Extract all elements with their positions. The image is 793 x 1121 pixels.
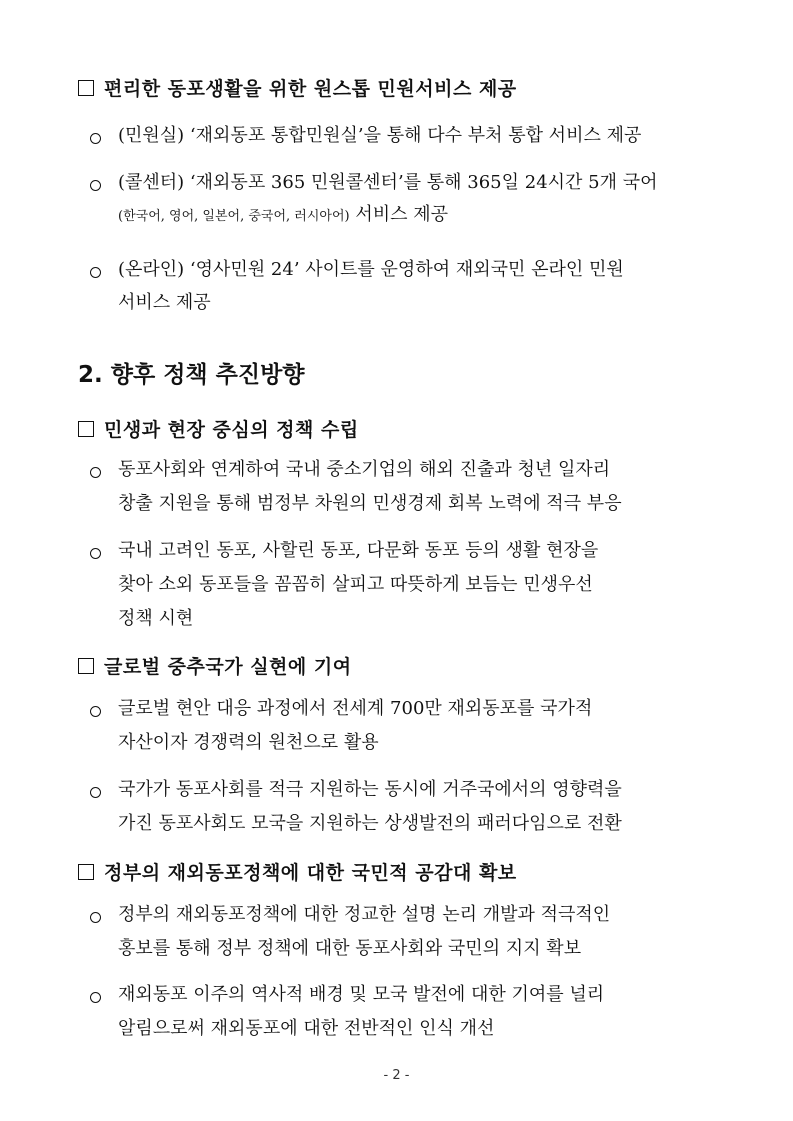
- section-heading-text: 편리한 동포생활을 위한 원스톱 민원서비스 제공: [104, 78, 517, 100]
- bullet-text: 재외동포 이주의 역사적 배경 및 모국 발전에 대한 기여를 널리: [118, 984, 605, 1005]
- section-heading: [78, 652, 352, 679]
- section-heading-text: 민생과 현장 중심의 정책 수립: [104, 419, 359, 441]
- bullet-text: 글로벌 현안 대응 과정에서 전세계 700만 재외동포를 국가적: [118, 698, 593, 719]
- section-heading-text: 글로벌 중추국가 실현에 기여: [104, 656, 352, 678]
- checkbox-square-icon: [78, 80, 94, 96]
- circle-bullet-icon: [90, 787, 101, 798]
- bullet-text: 자산이자 경쟁력의 원천으로 활용: [118, 732, 379, 753]
- section-heading: [78, 415, 359, 442]
- bullet-text: 알림으로써 재외동포에 대한 전반적인 인식 개선: [118, 1018, 495, 1039]
- bullet-text: 서비스 제공: [118, 292, 211, 313]
- circle-bullet-icon: [90, 467, 101, 478]
- bullet-small-text: (한국어, 영어, 일본어, 중국어, 러시아어): [118, 209, 350, 224]
- circle-bullet-icon: [90, 706, 101, 717]
- circle-bullet-icon: [90, 548, 101, 559]
- bullet-text: 동포사회와 연계하여 국내 중소기업의 해외 진출과 청년 일자리: [118, 459, 611, 480]
- bullet-text: 정책 시현: [118, 608, 194, 629]
- bullet-text: 홍보를 통해 정부 정책에 대한 동포사회와 국민의 지지 확보: [118, 938, 582, 959]
- bullet-text: 찾아 소외 동포들을 꼼꼼히 살피고 따뜻하게 보듬는 민생우선: [118, 574, 593, 595]
- circle-bullet-icon: [90, 992, 101, 1003]
- circle-bullet-icon: [90, 133, 101, 144]
- chapter-title: 2. 향후 정책 추진방향: [78, 362, 305, 388]
- section-heading-text: 정부의 재외동포정책에 대한 국민적 공감대 확보: [104, 862, 517, 884]
- circle-bullet-icon: [90, 912, 101, 923]
- circle-bullet-icon: [90, 267, 101, 278]
- bullet-text: [118, 203, 448, 229]
- bullet-text: 국가가 동포사회를 적극 지원하는 동시에 거주국에서의 영향력을: [118, 779, 622, 800]
- circle-bullet-icon: [90, 180, 101, 191]
- checkbox-square-icon: [78, 658, 94, 674]
- bullet-text: 창출 지원을 통해 범정부 차원의 민생경제 회복 노력에 적극 부응: [118, 493, 622, 514]
- bullet-tail-text: 서비스 제공: [355, 204, 448, 225]
- bullet-text: 국내 고려인 동포, 사할린 동포, 다문화 동포 등의 생활 현장을: [118, 540, 599, 561]
- page-number: - 2 -: [383, 1068, 410, 1083]
- bullet-text: 정부의 재외동포정책에 대한 정교한 설명 논리 개발과 적극적인: [118, 904, 611, 925]
- section-heading: [78, 74, 517, 101]
- bullet-text: (콜센터) ‘재외동포 365 민원콜센터’를 통해 365일 24시간 5개 국어: [118, 172, 658, 193]
- bullet-text: (민원실) ‘재외동포 통합민원실’을 통해 다수 부처 통합 서비스 제공: [118, 125, 642, 146]
- checkbox-square-icon: [78, 864, 94, 880]
- bullet-text: 가진 동포사회도 모국을 지원하는 상생발전의 패러다임으로 전환: [118, 813, 622, 834]
- section-heading: [78, 858, 517, 885]
- bullet-text: (온라인) ‘영사민원 24’ 사이트를 운영하여 재외국민 온라인 민원: [118, 259, 624, 280]
- checkbox-square-icon: [78, 421, 94, 437]
